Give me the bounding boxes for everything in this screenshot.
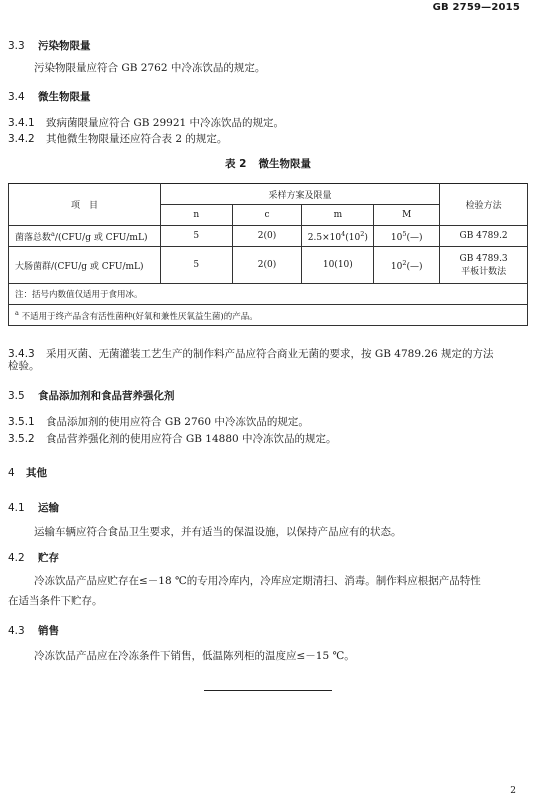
table-footnote-row — [9, 305, 528, 326]
subheader-c: c — [232, 205, 302, 226]
table-footnote-a: $^a$ 不适用于终产品含有活性菌种(好氧和兼性厌氧益生菌)的产品。 — [9, 305, 528, 326]
row-method: GB 4789.2 — [440, 226, 528, 247]
section-3-4-heading: 3.4 微生物限量 — [8, 91, 91, 103]
row-c: 2(0) — [232, 226, 302, 247]
header-method: 检验方法 — [440, 184, 528, 226]
row-M: $10^5(—)$ — [374, 226, 440, 247]
section-4-2-heading: 4.2 贮存 — [8, 552, 59, 564]
table-row — [9, 247, 528, 284]
subheader-M: M — [374, 205, 440, 226]
header-sampling-plan: 采样方案及限量 — [160, 184, 439, 205]
section-3-3-text: 污染物限量应符合 GB 2762 中冷冻饮品的规定。 — [34, 62, 266, 74]
section-3-4-3-cont: 检验。 — [8, 360, 40, 372]
row-method: GB 4789.3 平板计数法 — [440, 247, 528, 284]
section-3-5-1: 3.5.1 食品添加剂的使用应符合 GB 2760 中冷冻饮品的规定。 — [8, 416, 309, 428]
table-row — [9, 226, 528, 247]
table-header-row — [9, 184, 528, 205]
section-3-5-2: 3.5.2 食品营养强化剂的使用应符合 GB 14880 中冷冻饮品的规定。 — [8, 433, 337, 445]
section-4-heading: 4 其他 — [8, 467, 47, 479]
page-number: 2 — [510, 786, 516, 796]
microbial-limits-table — [8, 183, 528, 326]
row-m: $2.5\times 10^4(10^2)$ — [302, 226, 374, 247]
table-note-row — [9, 284, 528, 305]
row-m: 10(10) — [302, 247, 374, 284]
row-c: 2(0) — [232, 247, 302, 284]
row-n: 5 — [160, 247, 232, 284]
section-3-4-3: 3.4.3 采用灭菌、无菌灌装工艺生产的制作料产品应符合商业无菌的要求，按 GB 4789.26 规定的方法 — [8, 348, 494, 360]
row-M: $10^2(—)$ — [374, 247, 440, 284]
section-4-2-text-cont: 在适当条件下贮存。 — [8, 595, 103, 607]
subheader-m: m — [302, 205, 374, 226]
section-4-3-heading: 4.3 销售 — [8, 625, 59, 637]
header-item: 项 目 — [9, 184, 161, 226]
section-3-4-2: 3.4.2 其他微生物限量还应符合表 2 的规定。 — [8, 133, 228, 145]
table-note-1: 注：括号内数值仅适用于食用冰。 — [9, 284, 528, 305]
table-caption: 表 2 微生物限量 — [225, 158, 311, 170]
end-divider — [204, 690, 332, 691]
subheader-n: n — [160, 205, 232, 226]
section-4-3-text: 冷冻饮品产品应在冷冻条件下销售，低温陈列柜的温度应≤－15 ℃。 — [34, 650, 355, 662]
section-3-4-1: 3.4.1 致病菌限量应符合 GB 29921 中冷冻饮品的规定。 — [8, 117, 285, 129]
row-item: 大肠菌群/(CFU/g 或 CFU/mL) — [9, 247, 161, 284]
row-item: 菌落总数$^a$/(CFU/g 或 CFU/mL) — [9, 226, 161, 247]
standard-code: GB 2759—2015 — [432, 2, 520, 13]
section-3-5-heading: 3.5 食品添加剂和食品营养强化剂 — [8, 390, 175, 402]
section-4-1-text: 运输车辆应符合食品卫生要求，并有适当的保温设施，以保持产品应有的状态。 — [34, 526, 402, 538]
section-4-1-heading: 4.1 运输 — [8, 502, 59, 514]
row-n: 5 — [160, 226, 232, 247]
section-4-2-text: 冷冻饮品产品应贮存在≤－18 ℃的专用冷库内，冷库应定期清扫、消毒。制作料应根据产品特性 — [34, 575, 481, 587]
section-3-3-heading: 3.3 污染物限量 — [8, 40, 91, 52]
